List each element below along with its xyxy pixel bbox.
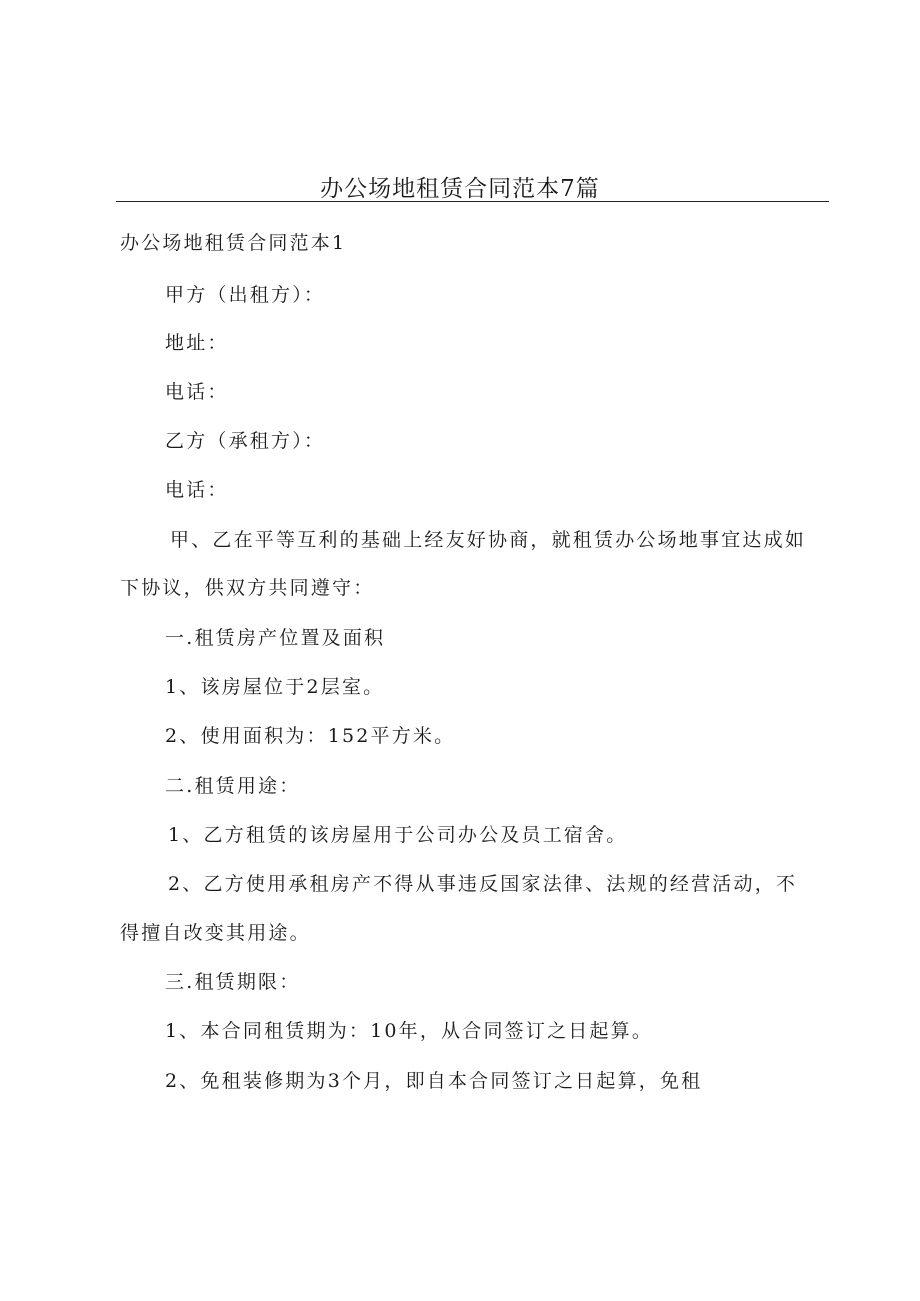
section3-title: 三.租赁期限： <box>165 971 301 993</box>
section2-item1: 1、乙方租赁的该房屋用于公司办公及员工宿舍。 <box>168 824 628 846</box>
intro-paragraph-line1: 甲、乙在平等互利的基础上经友好协商，就租赁办公场地事宜达成如 <box>170 529 807 551</box>
section3-item1: 1、本合同租赁期为：10年，从合同签订之日起算。 <box>165 1020 654 1042</box>
party-a-label: 甲方（出租方）： <box>165 284 326 306</box>
title-underline <box>116 201 829 202</box>
section1-item1: 1、该房屋位于2层室。 <box>165 676 385 698</box>
phone-b-label: 电话： <box>165 479 229 501</box>
section2-title: 二.租赁用途： <box>165 775 301 797</box>
section-heading: 办公场地租赁合同范本1 <box>120 232 347 254</box>
address-label: 地址： <box>165 332 229 354</box>
section1-item2: 2、使用面积为：152平方米。 <box>165 725 456 747</box>
phone-a-label: 电话： <box>165 381 229 403</box>
section2-item2-line1: 2、乙方使用承租房产不得从事违反国家法律、法规的经营活动，不 <box>168 873 798 895</box>
section3-item2: 2、免租装修期为3个月，即自本合同签订之日起算，免租 <box>165 1070 703 1092</box>
section1-title: 一.租赁房产位置及面积 <box>165 627 386 649</box>
intro-paragraph-line2: 下协议，供双方共同遵守： <box>120 577 375 599</box>
section2-item2-line2: 得擅自改变其用途。 <box>120 922 311 944</box>
document-title: 办公场地租赁合同范本7篇 <box>320 176 600 202</box>
party-b-label: 乙方（承租方）： <box>165 430 326 452</box>
